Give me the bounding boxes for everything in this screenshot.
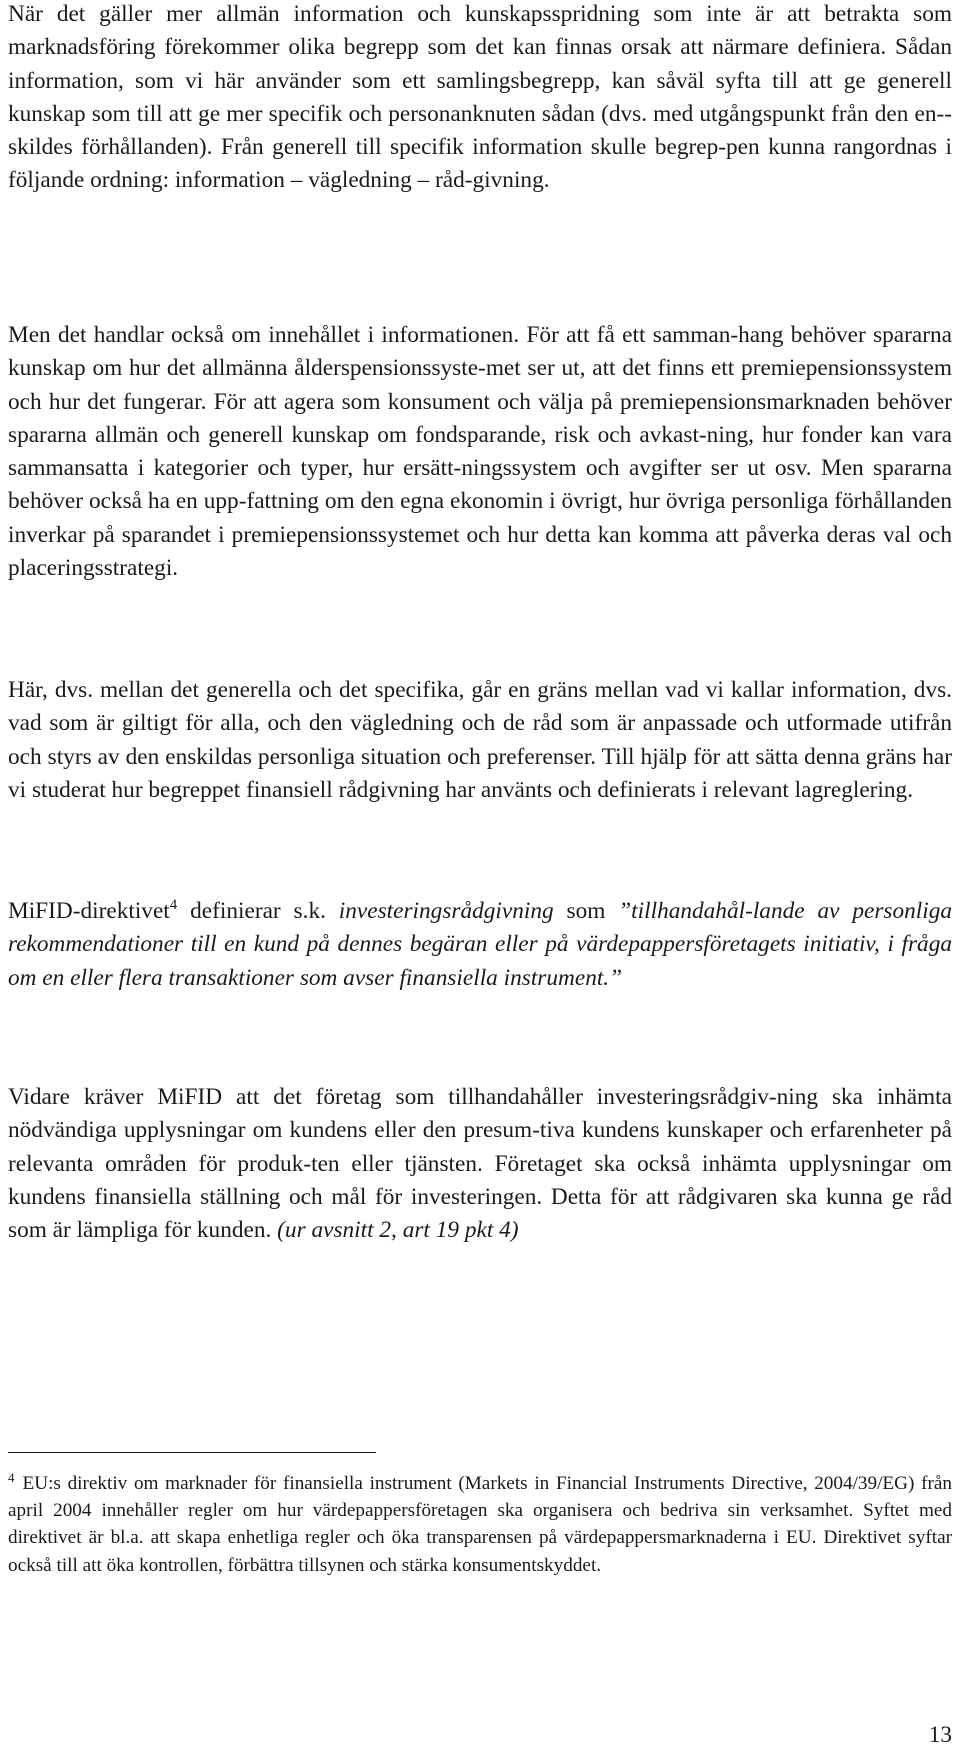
definition-quote: ”tillhandahål-lande av personliga rekommendationer till en kund på dennes begäran eller på värdepappersföretagets initiativ, i fråga om en eller flera transaktioner som avser finansiella instrument.” [8,898,952,991]
paragraph-mifid-definition [8,895,952,995]
paragraph-mifid-requirements [8,1081,952,1247]
footnote-mark: 4 [8,1469,15,1485]
footnote-divider [8,1452,376,1453]
paragraph-information-content: Men det handlar också om innehållet i informationen. För att få ett samman-hang behöver spararna kunskap om hur det allmänna ålderspensionssyste-met ser ut, att det finns ett premiepensionssystem och hur det fungerar. För att agera som konsument och välja på premiepensionsmarknaden behöver spararna allmän och generell kunskap om fondsparande, risk och avkast-ning, hur fonder kan vara sammansatta i kategorier och typer, hur ersätt-ningssystem och avgifter ser ut osv. Men spararna behöver också ha en upp-fattning om den egna ekonomin i övrigt, hur övriga personliga förhållanden inverkar på sparandet i premiepensionssystemet och hur detta kan komma att påverka deras val och placeringsstrategi. [8,322,952,582]
footnote-reference[interactable]: 4 [169,897,178,914]
mifid-label: MiFID-direktivet [8,898,170,924]
source-reference: (ur avsnitt 2, art 19 pkt 4) [277,1217,519,1244]
paragraph-information-concepts: När det gäller mer allmän information och kunskapsspridning som inte är att betrakta som marknadsföring förekommer olika begrepp som det kan finnas orsak att närmare definiera. Sådan information, som vi här använder som ett samlingsbegrepp, kan såväl syfta till att ge generell kunskap som till att ge mer specifik och personanknuten sådan (dvs. med utgångspunkt från den en-skildes förhållanden). Från generell till specifik information skulle begrep-pen kunna rangordnas i följande ordning: information – vägledning – råd-givning. [8,1,952,194]
paragraph-boundary: Här, dvs. mellan det generella och det specifika, går en gräns mellan vad vi kallar information, dvs. vad som är giltigt för alla, och den vägledning och de råd som är anpassade och utformade utifrån och styrs av den enskildas personliga situation och preferenser. Till hjälp för att sätta denna gräns har vi studerat hur begreppet finansiell rådgivning har använts och definierats i relevant lagreglering. [8,677,952,803]
page-number: 13 [928,1722,952,1748]
requirements-text: Vidare kräver MiFID att det företag som tillhandahåller investeringsrådgiv-ning ska inhämta nödvändiga upplysningar om kundens eller den presum-tiva kundens kunskaper och erfarenheter på relevanta områden för produk-ten eller tjänsten. Företaget ska också inhämta upplysningar om kundens finansiella ställning och mål för investeringen. Detta för att rådgivaren ska kunna ge råd som är lämpliga för kunden. [8,1084,952,1244]
definition-lead: definierar s.k. [177,898,339,924]
term-investeringsradgivning: investeringsrådgivning [338,898,554,924]
definition-connector: som [553,898,619,924]
footnote [8,1470,952,1579]
footnote-text: EU:s direktiv om marknader för finansiella instrument (Markets in Financial Instruments Directive, 2004/39/EG) från april 2004 innehåller regler om hur värdepappersföretagen ska organisera och bedriva sin verksamhet. Syftet med direktivet är bl.a. att skapa enhetliga regler och öka transparensen på värdepappersmarknaderna i EU. Direktivet syftar också till att öka kontrollen, förbättra tillsynen och stärka konsumentskyddet. [8,1473,952,1576]
